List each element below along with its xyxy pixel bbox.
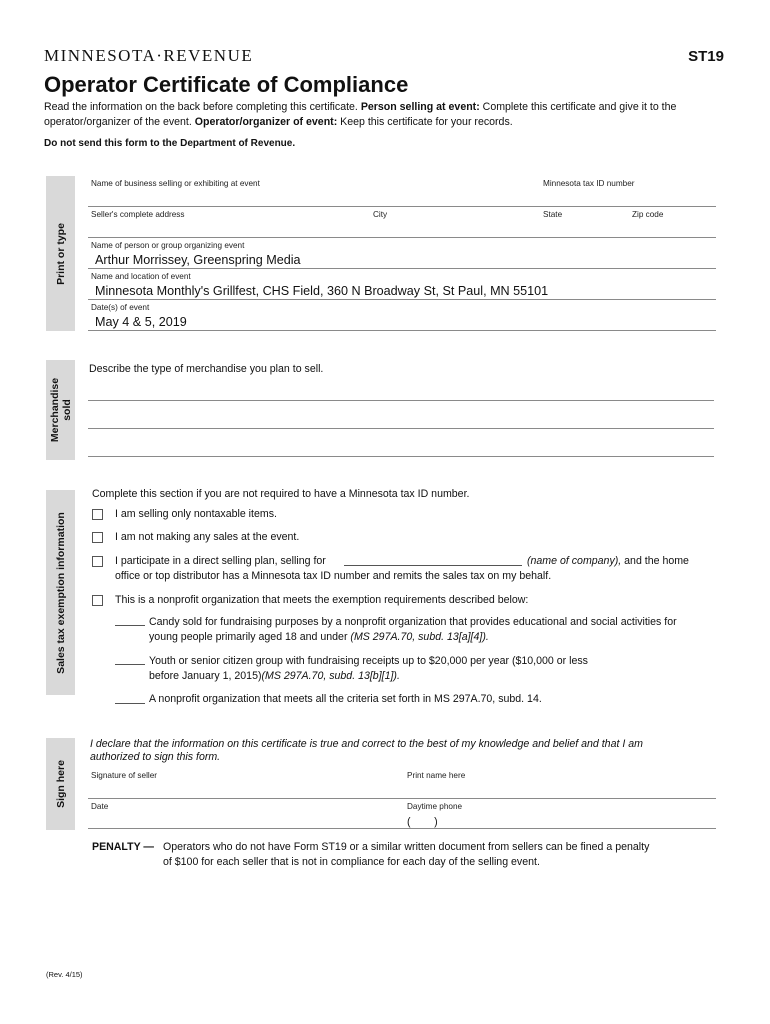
dates-label: Date(s) of event [91, 303, 150, 312]
option-direct-selling-c: and the home [621, 555, 689, 567]
signature-field[interactable] [88, 766, 716, 799]
location-label: Name and location of event [91, 272, 191, 281]
candy-blank[interactable] [115, 625, 145, 626]
option-no-sales-label: I am not making any sales at the event. [115, 531, 300, 543]
location-value: Minnesota Monthly's Grillfest, CHS Field, 360 N Broadway St, St Paul, MN 55101 [95, 284, 549, 298]
intro-text [44, 100, 734, 130]
warning-text: Do not send this form to the Department of Revenue. [44, 138, 296, 149]
sub-candy-cite: (MS 297A.70, subd. 13[a][4]). [350, 631, 489, 643]
intro-part: Complete this certificate and give it to the operator/organizer of the event. [44, 101, 677, 128]
option-nonprofit-label: This is a nonprofit organization that meets the exemption requirements described below: [115, 594, 529, 606]
penalty-text-2: of $100 for each seller that is not in compliance for each day of the selling event. [163, 856, 540, 868]
city-label: City [373, 210, 388, 219]
checkbox-no-sales[interactable] [92, 532, 103, 543]
exemption-intro: Complete this section if you are not required to have a Minnesota tax ID number. [92, 488, 470, 500]
address-label: Seller's complete address [91, 210, 185, 219]
sub-youth-b [149, 669, 400, 684]
phone-area-code: ( ) [407, 816, 438, 828]
revision-label: (Rev. 4/15) [46, 970, 83, 979]
sub-candy-b [149, 630, 489, 645]
nonprofit-criteria-blank[interactable] [115, 703, 145, 704]
merchandise-line-1[interactable] [88, 400, 714, 401]
side-tab-label: Sign here [54, 760, 67, 808]
option-direct-selling-a: I participate in a direct selling plan, selling for [115, 555, 326, 567]
tax-id-label: Minnesota tax ID number [543, 179, 635, 188]
business-name-label: Name of business selling or exhibiting at event [91, 179, 260, 188]
date-phone-field[interactable] [88, 799, 716, 829]
side-tab-line: sold [60, 399, 73, 421]
zip-label: Zip code [632, 210, 664, 219]
phone-label: Daytime phone [407, 802, 463, 811]
checkbox-direct-selling[interactable] [92, 556, 103, 567]
side-tab-print [46, 176, 75, 331]
organizer-value: Arthur Morrissey, Greenspring Media [95, 253, 301, 267]
merchandise-line-3[interactable] [88, 456, 714, 457]
company-name-blank[interactable] [344, 565, 522, 566]
side-tab-label [49, 378, 73, 442]
page-title: Operator Certificate of Compliance [44, 72, 409, 97]
intro-bold: Person selling at event: [360, 101, 480, 113]
company-name-hint: (name of company), [527, 555, 622, 567]
declaration-line-2: authorized to sign this form. [90, 751, 221, 763]
intro-bold: Operator/organizer of event: [194, 116, 338, 128]
sub-youth-a: Youth or senior citizen group with fundraising receipts up to $20,000 per year ($10,000 or less [149, 655, 588, 667]
penalty-text-1: Operators who do not have Form ST19 or a similar written document from sellers can be fined a penalty [163, 841, 650, 853]
option-nontaxable-label: I am selling only nontaxable items. [115, 508, 277, 520]
sub-candy-text: young people primarily aged 18 and under [149, 631, 351, 643]
merchandise-prompt: Describe the type of merchandise you plan to sell. [89, 363, 324, 375]
sub-youth-text: before January 1, 2015) [149, 670, 262, 682]
form-number: ST19 [688, 48, 724, 65]
intro-part: Read the information on the back before completing this certificate. [44, 101, 361, 113]
penalty-label: PENALTY — [92, 841, 154, 853]
organizer-label: Name of person or group organizing event [91, 241, 245, 250]
signature-label: Signature of seller [91, 771, 157, 780]
side-tab-sign [46, 738, 75, 830]
checkbox-nontaxable[interactable] [92, 509, 103, 520]
side-tab-label: Sales tax exemption information [54, 511, 67, 674]
print-name-label: Print name here [407, 771, 466, 780]
merchandise-line-2[interactable] [88, 428, 714, 429]
side-tab-merchandise [46, 360, 75, 460]
intro-part: Keep this certificate for your records. [337, 116, 513, 128]
option-direct-selling-b [527, 554, 689, 569]
brand-logo-text: MINNESOTA·REVENUE [44, 46, 254, 65]
side-tab-line: Merchandise [48, 377, 61, 443]
sub-youth-cite: (MS 297A.70, subd. 13[b][1]). [261, 670, 400, 682]
dates-value: May 4 & 5, 2019 [95, 315, 187, 329]
declaration-line-1: I declare that the information on this certificate is true and correct to the best of my knowledge and belief and that I am [90, 738, 643, 750]
date-label: Date [91, 802, 109, 811]
checkbox-nonprofit[interactable] [92, 595, 103, 606]
sub-candy-a: Candy sold for fundraising purposes by a nonprofit organization that provides educational and social activities for [149, 616, 677, 628]
youth-blank[interactable] [115, 664, 145, 665]
sub-nonprofit-criteria: A nonprofit organization that meets all the criteria set forth in MS 297A.70, subd. 14. [149, 693, 542, 705]
side-tab-exemption [46, 490, 75, 695]
side-tab-label: Print or type [54, 222, 67, 285]
option-direct-selling-d: office or top distributor has a Minnesota tax ID number and remits the sales tax on my behalf. [115, 570, 552, 582]
state-label: State [543, 210, 563, 219]
